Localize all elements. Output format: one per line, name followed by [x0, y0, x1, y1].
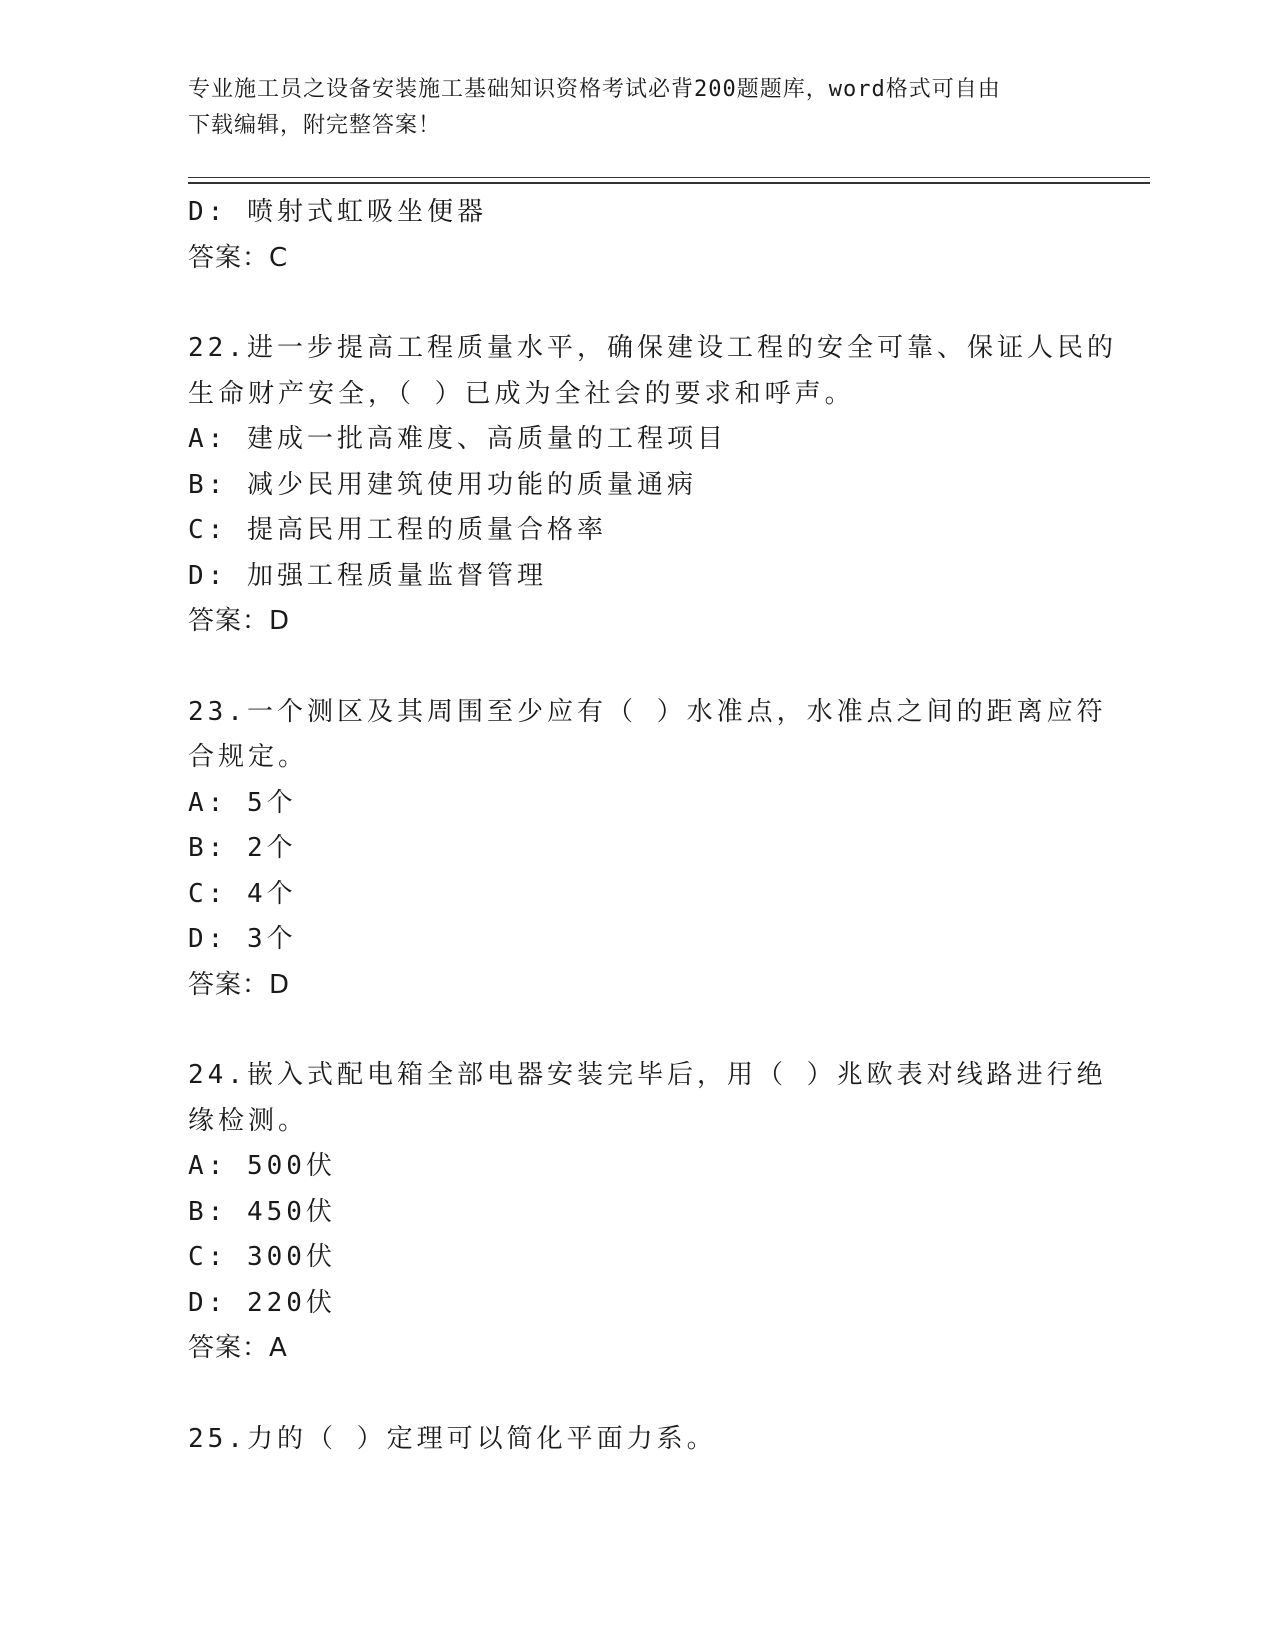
- answer-line: 答案：A: [188, 1333, 288, 1363]
- option-d: D: 3个: [188, 924, 297, 954]
- question-text-line-1: 24.嵌入式配电箱全部电器安装完毕后，用（ ）兆欧表对线路进行绝: [188, 1060, 1107, 1090]
- option-c: C: 提高民用工程的质量合格率: [188, 515, 607, 545]
- question-text-line-2: 合规定。: [188, 742, 309, 772]
- question-23: [188, 690, 1107, 1009]
- header-line-2: 下载编辑，附完整答案！: [188, 113, 442, 138]
- question-text-line-1: 23.一个测区及其周围至少应有（ ）水准点，水准点之间的距离应符: [188, 696, 1107, 727]
- header-line-1: 专业施工员之设备安装施工基础知识资格考试必背200题题库，word格式可自由: [188, 77, 1001, 102]
- question-list: [188, 190, 1117, 1462]
- option-b: B: 2个: [188, 833, 297, 863]
- option-c: C: 300伏: [188, 1242, 336, 1272]
- header-divider-thin: [188, 177, 1150, 178]
- question-25: [188, 1417, 1088, 1463]
- question-text-line-1: 22.进一步提高工程质量水平，确保建设工程的安全可靠、保证人民的: [188, 333, 1117, 363]
- option-a: A: 5个: [188, 787, 297, 818]
- option-b: B: 减少民用建筑使用功能的质量通病: [188, 469, 697, 500]
- option-c: C: 4个: [188, 878, 297, 909]
- question-22: [188, 326, 1117, 645]
- answer-line: 答案：D: [188, 606, 291, 636]
- option-d: D: 加强工程质量监督管理: [188, 560, 547, 591]
- option-a: A: 建成一批高难度、高质量的工程项目: [188, 424, 727, 454]
- document-header: [188, 72, 1088, 144]
- question-text-line-1: 25.力的（ ）定理可以简化平面力系。: [188, 1423, 717, 1454]
- question-24: [188, 1053, 1107, 1372]
- question-text-line-2: 生命财产安全，（ ）已成为全社会的要求和呼声。: [188, 378, 855, 409]
- question-text-line-2: 缘检测。: [188, 1105, 309, 1136]
- option-d: D: 220伏: [188, 1287, 336, 1318]
- option-d: D: 喷射式虹吸坐便器: [188, 197, 487, 227]
- option-a: A: 500伏: [188, 1151, 336, 1181]
- previous-question-tail: [188, 190, 1088, 281]
- answer-line: 答案：C: [188, 242, 289, 273]
- header-divider-thick: [188, 182, 1150, 184]
- option-b: B: 450伏: [188, 1196, 336, 1227]
- answer-line: 答案：D: [188, 969, 291, 1000]
